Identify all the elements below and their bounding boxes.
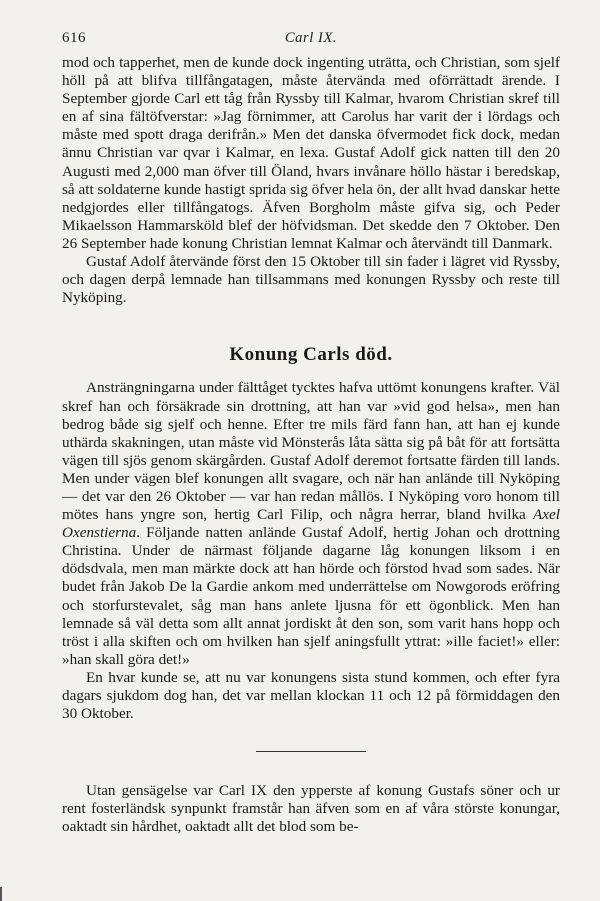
section-divider <box>256 751 366 752</box>
page-number: 616 <box>62 30 86 46</box>
running-title: Carl IX. <box>284 30 338 46</box>
paragraph: En hvar kunde se, att nu var konungens sista stund kommen, och efter fyra dagars sjukdom dog han, det var mellan klockan 11 och 12 på förmiddagen den 30 Oktober. <box>62 668 560 723</box>
paragraph: Gustaf Adolf återvände först den 15 Oktober till sin fader i lägret vid Ryssby, och dagen derpå lemnade han tillsammans med konungen Ryssby och reste till Nyköping. <box>62 253 560 307</box>
page-body <box>62 54 560 836</box>
page-edge-mark <box>0 887 12 901</box>
paragraph: Ansträngningarna under fälttåget tycktes hafva uttömt konungens krafter. Väl skref han och försäkrade sin drottning, att han var »vid god helsa», men han bedrog både sig sjelf och henne. Efter tre mils färd fann han, att han ej kunde uthärda skakningen, utan måste vid Mönsterås låta sätta sig på båt för att fortsätta vägen till sjös genom skärgården. Gustaf Adolf deremot fortsatte färden till lands. Men under vägen blef konungen allt svagare, och när han anlände till Nyköping — det var den 26 Oktober — var han redan mållös. I Nyköping voro honom till mötes hans yngre son, hertig Carl Filip, och några herrar, bland hvilka Axel Oxenstierna. Följande natten anlände Gustaf Adolf, hertig Johan och drottning Christina. Under de närmast följande dagarne låg konungen liksom i en dödsdvala, men man märkte dock att han hörde och förstod hvad som sades. När budet från Jakob De la Gardie ankom med underrättelse om Nowgorods eröfring och storfurstevalet, såg man hans anlete ljusna för ett ögonblick. Men han lemnade så väl detta som allt annat jordiskt åt den son, som varit hans hopp och tröst i alla skiften och om hvilken han sjelf aningsfullt yttrat: »ille faciet!» eller: »han skall göra det!» <box>62 379 560 668</box>
page-header <box>62 30 560 52</box>
paragraph-continued: mod och tapperhet, men de kunde dock ingenting uträtta, och Christian, som sjelf höll på att blifva tillfångatagen, måste återvända med oförrättadt ärende. I September gjorde Carl ett tåg från Ryssby till Kalmar, hvarom Christian skref till en af sina fältöfverstar: »Jag förnimmer, att Carolus har varit der i lördags och måste med spott draga derifrån.» Men det danska öfvermodet fick dock, medan ännu Christian var qvar i Kalmar, en lexa. Gustaf Adolf gick natten till den 20 Augusti med 2,000 man öfver till Öland, hvars invånare höllo hästar i beredskap, så att soldaterne kunde hastigt sprida sig öfver hela ön, der allt hvad danskar hette nedgjordes eller tillfångatogs. Äfven Borgholm måste gifva sig, och Peder Mikaelsson Hammarsköld blef der höfvidsman. Det skedde den 7 Oktober. Den 26 September hade konung Christian lemnat Kalmar och återvändt till Danmark. <box>62 54 560 252</box>
emphasized-name: Axel Oxenstierna <box>62 506 560 542</box>
chapter-title: Konung Carls död. <box>229 344 393 366</box>
paragraph: Utan gensägelse var Carl IX den ypperste af konung Gustafs söner och ur rent fosterländsk synpunkt framstår han äfven som en af våra störste konungar, oaktadt sin hårdhet, oaktadt allt det blod som be- <box>62 782 560 836</box>
